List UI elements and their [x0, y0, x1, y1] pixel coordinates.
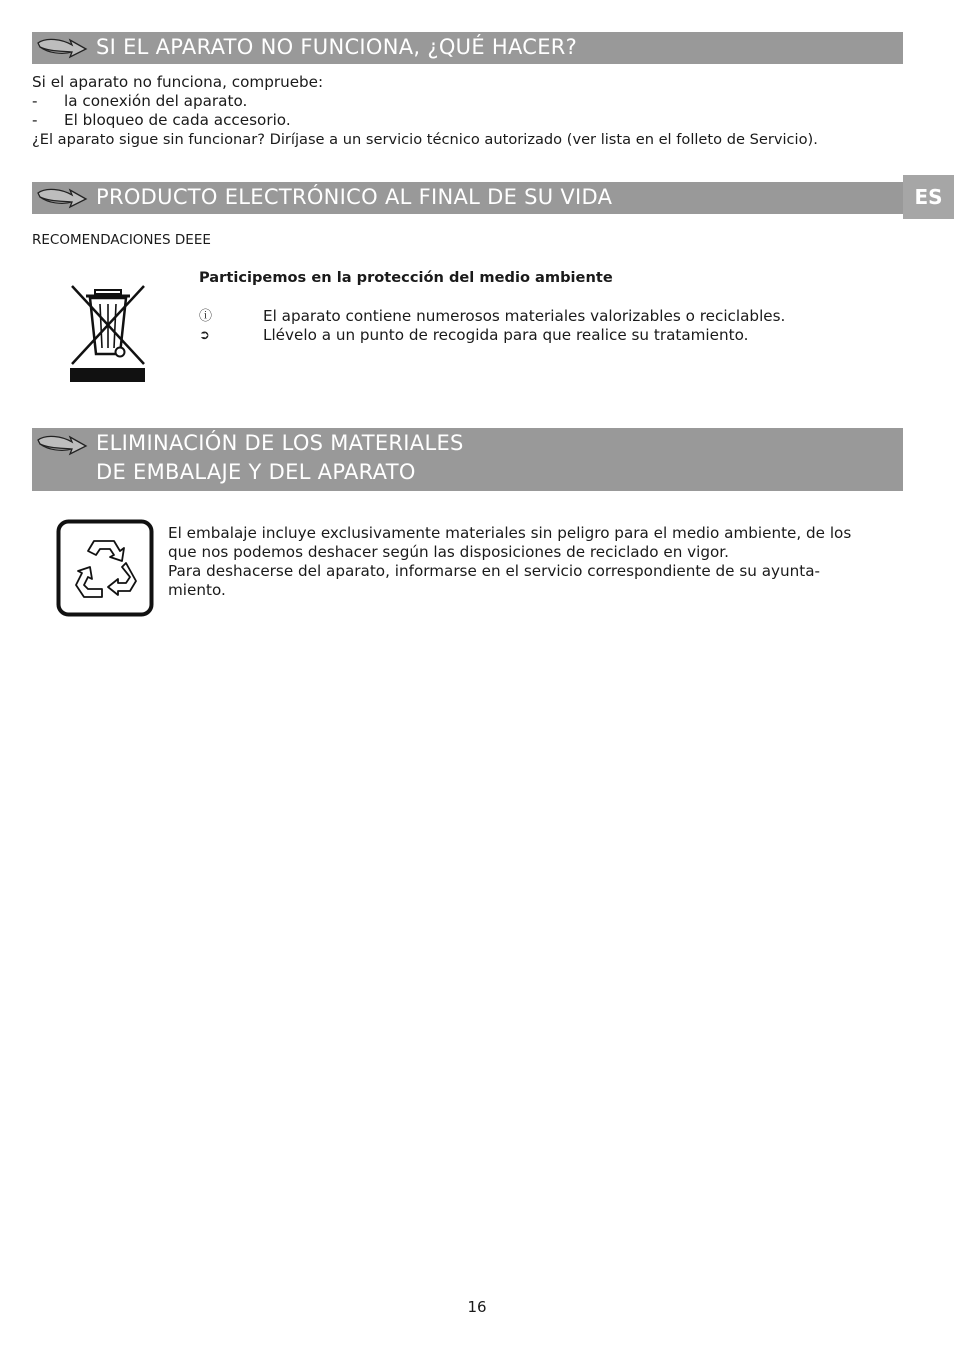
intro-text: Si el aparato no funciona, compruebe:	[32, 73, 324, 91]
info-icon: ⓘ	[199, 309, 213, 324]
section-header-troubleshooting	[32, 32, 903, 64]
crossed-bin-icon	[68, 284, 148, 384]
disposal-text-line: El embalaje incluye exclusivamente materiales sin peligro para el medio ambiente, de los	[168, 524, 852, 542]
section-title-line2: DE EMBALAJE Y DEL APARATO	[96, 460, 416, 484]
closing-text: ¿El aparato sigue sin funcionar? Diríjase a un servicio técnico autorizado (ver lista en el folleto de Servicio).	[32, 131, 818, 148]
section-title: PRODUCTO ELECTRÓNICO AL FINAL DE SU VIDA	[96, 185, 613, 209]
list-item: El bloqueo de cada accesorio.	[64, 111, 291, 129]
list-dash: -	[32, 92, 38, 110]
disposal-text-line: miento.	[168, 581, 226, 599]
disposal-text-line: que nos podemos deshacer según las disposiciones de reciclado en vigor.	[168, 543, 729, 561]
weee-heading: Participemos en la protección del medio ambiente	[199, 269, 613, 286]
hand-arrow-icon	[36, 35, 88, 61]
hand-arrow-icon	[36, 432, 88, 458]
page-number: 16	[467, 1298, 487, 1316]
section-title-line1: ELIMINACIÓN DE LOS MATERIALES	[96, 431, 464, 455]
hand-arrow-icon	[36, 185, 88, 211]
section-header-disposal	[32, 428, 903, 491]
bullet-text: El aparato contiene numerosos materiales valorizables o reciclables.	[263, 307, 786, 325]
list-item: la conexión del aparato.	[64, 92, 248, 110]
weee-subtitle: RECOMENDACIONES DEEE	[32, 232, 211, 248]
arrow-bullet-icon: ➲	[199, 328, 210, 343]
language-tab: ES	[903, 175, 954, 219]
list-dash: -	[32, 111, 38, 129]
recycle-icon	[56, 519, 154, 617]
section-header-weee	[32, 182, 903, 214]
disposal-text-line: Para deshacerse del aparato, informarse en el servicio correspondiente de su ayunta-	[168, 562, 820, 580]
section-title: SI EL APARATO NO FUNCIONA, ¿QUÉ HACER?	[96, 35, 578, 59]
bullet-text: Llévelo a un punto de recogida para que realice su tratamiento.	[263, 326, 749, 344]
